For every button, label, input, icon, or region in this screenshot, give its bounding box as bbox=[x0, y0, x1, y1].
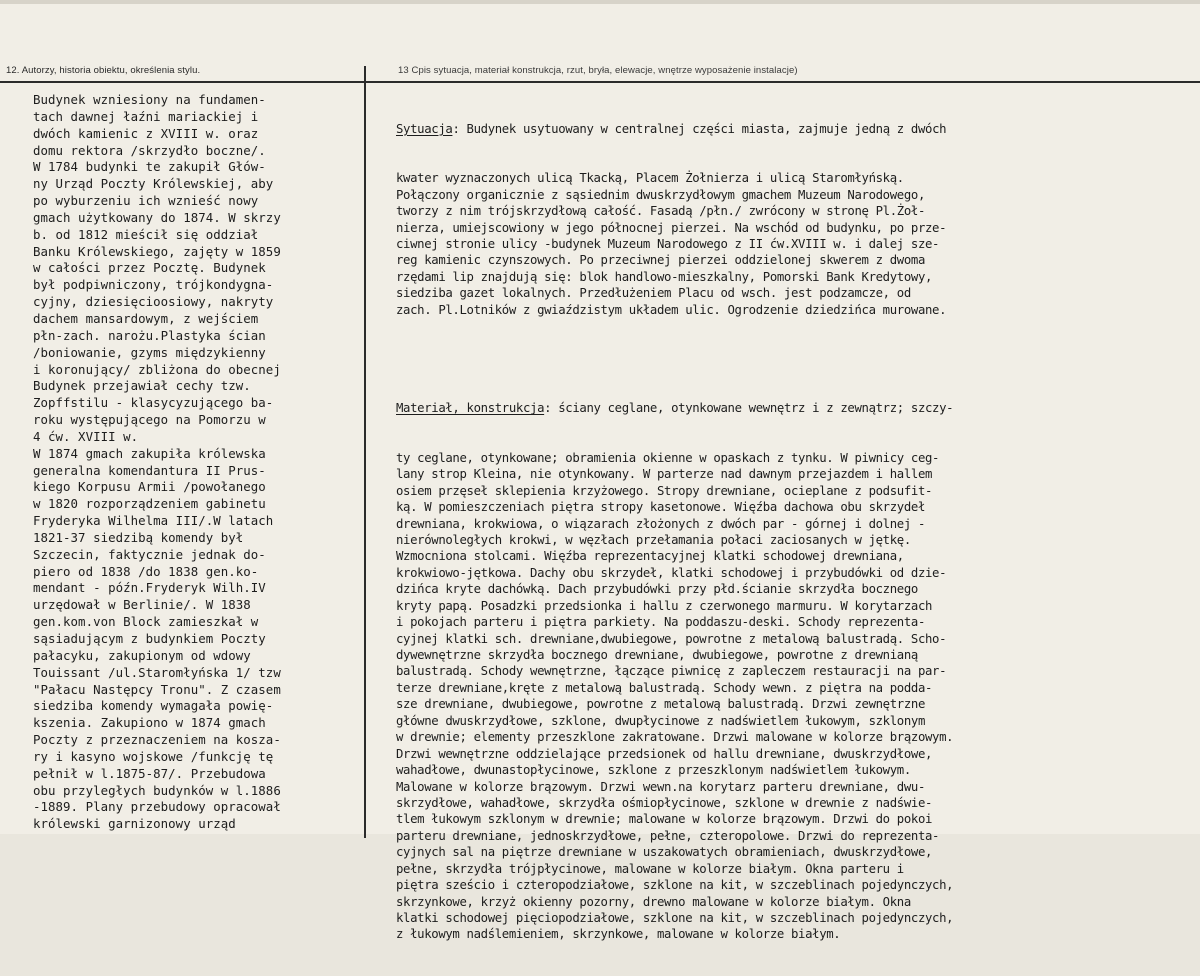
history-line: 4 ćw. XVIII w. bbox=[33, 428, 139, 444]
history-line: w całości przez Pocztę. Budynek bbox=[33, 260, 266, 276]
column-divider bbox=[364, 66, 366, 838]
history-line: obu przyległych budynków w l.1886 bbox=[33, 782, 281, 798]
history-line: Touissant /ul.Staromłyńska 1/ tzw bbox=[33, 664, 281, 680]
material-line: skrzydłowe, wahadłowe, skrzydła ośmiopłycinowe, szklone w drewnie z nadświe- bbox=[396, 795, 933, 810]
history-line: kiego Korpusu Armii /powołanego bbox=[33, 479, 266, 495]
history-line: b. od 1812 mieścił się oddział bbox=[33, 226, 259, 242]
material-line: kryty papą. Posadzki przedsionka i hallu z czerwonego marmuru. W korytarzach bbox=[396, 598, 933, 613]
material-line: skrzynkowe, krzyż okienny pozorny, drewno malowane w kolorze białym. Okna bbox=[396, 894, 911, 909]
material-line: terze drewniane,kręte z metalową balustradą. Schody wewn. z piętra na podda- bbox=[396, 680, 933, 695]
history-line: /boniowanie, gzyms międzykienny bbox=[33, 344, 266, 360]
history-line: królewski garnizonowy urząd bbox=[33, 816, 236, 832]
material-line: ty ceglane, otynkowane; obramienia okienne w opaskach z tynku. W piwnicy ceg- bbox=[396, 450, 940, 465]
history-line: pałacyku, zakupionym od wdowy bbox=[33, 647, 251, 663]
section-12-heading: 12. Autorzy, historia obiektu, określenia stylu. bbox=[6, 65, 201, 76]
material-line: w drewnie; elementy przeszklone zakratowane. Drzwi malowane w kolorze brązowym. bbox=[396, 730, 954, 745]
material-label: Materiał, konstrukcja bbox=[396, 401, 545, 416]
material-line: cyjnej klatki sch. drewniane,dwubiegowe, powrotne z metalową balustradą. Scho- bbox=[396, 631, 947, 646]
history-line: Poczty z przeznaczeniem na kosza- bbox=[33, 732, 281, 748]
material-line: cyjnych sal na piętrze drewniane w uszakowatych obramieniach, dwuskrzydłowe, bbox=[396, 845, 933, 860]
history-line: siedziba komendy wymagała powię- bbox=[33, 698, 274, 714]
material-line: Malowane w kolorze brązowym. Drzwi wewn.na korytarz parteru drewniane, dwu- bbox=[396, 779, 926, 794]
history-line: był podpiwniczony, trójkondygna- bbox=[33, 277, 274, 293]
material-line: osiem przęseł sklepienia krzyżowego. Stropy drewniane, ocieplane z podsufit- bbox=[396, 483, 933, 498]
material-line: ką. W pomieszczeniach piętra stropy kasetonowe. Więźba dachowa obu skrzydeł bbox=[396, 500, 926, 515]
material-line: z łukowym nadślemieniem, skrzynkowe, malowane w kolorze białym. bbox=[396, 927, 841, 942]
history-line: 1821-37 siedzibą komendy był bbox=[33, 529, 244, 545]
history-line: pełnił w l.1875-87/. Przebudowa bbox=[33, 765, 266, 781]
situation-first-line bbox=[396, 121, 953, 137]
situation-line: rzędami lip znajdują się: blok handlowo-mieszkalny, Pomorski Bank Kredytowy, bbox=[396, 269, 933, 284]
history-line: ny Urząd Poczty Królewskiej, aby bbox=[33, 176, 274, 192]
material-line: piętra sześcio i czteropodziałowe, szklone na kit, w szczeblinach pojedynczych, bbox=[396, 878, 954, 893]
material-line: Wzmocniona stolcami. Więźba reprezentacyjnej klatki schodowej drewniana, bbox=[396, 549, 904, 564]
situation-line: kwater wyznaczonych ulicą Tkacką, Placem Żołnierza i ulicą Staromłyńską. bbox=[396, 171, 904, 186]
history-line: urzędował w Berlinie/. W 1838 bbox=[33, 597, 251, 613]
history-line: Budynek wzniesiony na fundamen- bbox=[33, 92, 266, 107]
material-line: parteru drewniane, jednoskrzydłowe, pełne, czteropolowe. Drzwi do reprezenta- bbox=[396, 828, 940, 843]
history-line: domu rektora /skrzydło boczne/. bbox=[33, 142, 266, 158]
situation-line: : Budynek usytuowany w centralnej części miasta, zajmuje jedną z dwóch bbox=[452, 121, 947, 136]
material-line: lany strop Kleina, nie otynkowany. W parterze nad dawnym przejazdem i hallem bbox=[396, 467, 933, 482]
history-line: gen.kom.von Block zamieszkał w bbox=[33, 614, 259, 630]
paragraph-gap bbox=[396, 351, 953, 367]
history-line: cyjny, dziesięcioosiowy, nakryty bbox=[33, 294, 274, 310]
situation-line: Połączony organicznie z sąsiednim dwuskrzydłowym gmachem Muzeum Narodowego, bbox=[396, 187, 926, 202]
history-line: dwóch kamienic z XVIII w. oraz bbox=[33, 125, 259, 141]
material-line: dzińca kryte dachówką. Dach przybudówki przy płd.ścianie skrzydła bocznego bbox=[396, 582, 918, 597]
material-line: klatki schodowej pięciopodziałowe, szklone na kit, w szczeblinach pojedynczych, bbox=[396, 911, 954, 926]
material-line: wahadłowe, dwunastopłycinowe, szklone z przeszklonym nadświetlem łukowym. bbox=[396, 763, 911, 778]
history-line: sąsiadującym z budynkiem Poczty bbox=[33, 631, 266, 646]
material-line: główne dwuskrzydłowe, szklone, dwupłycinowe z nadświetlem łukowym, szklonym bbox=[396, 713, 926, 728]
history-line: ry i kasyno wojskowe /funkcję tę bbox=[33, 748, 274, 764]
history-line: Banku Królewskiego, zajęty w 1859 bbox=[33, 243, 281, 259]
history-line: w 1820 rozporządzeniem gabinetu bbox=[33, 496, 266, 512]
history-line: Szczecin, faktycznie jednak do- bbox=[33, 546, 266, 562]
material-line: : ściany ceglane, otynkowane wewnętrz i z zewnątrz; szczy- bbox=[544, 401, 954, 416]
material-first-line bbox=[396, 400, 953, 416]
situation-line: tworzy z nim trójskrzydłową całość. Fasadą /płn./ zwrócony w stronę Pl.Żoł- bbox=[396, 204, 926, 219]
history-line: Fryderyka Wilhelma III/.W latach bbox=[33, 513, 274, 529]
situation-label: Sytuacja bbox=[396, 121, 453, 136]
history-column bbox=[33, 92, 281, 833]
material-line: drewniana, krokwiowa, o wiązarach złożonych z dwóch par - górnej i dolnej - bbox=[396, 516, 926, 531]
material-line: tlem łukowym szklonym w drewnie; malowane w kolorze brązowym. Drzwi do pokoi bbox=[396, 812, 933, 827]
history-line: tach dawnej łaźni mariackiej i bbox=[33, 108, 259, 124]
history-line: generalna komendantura II Prus- bbox=[33, 462, 266, 478]
header-rule bbox=[0, 81, 1200, 83]
history-line: W 1784 budynki te zakupił Głów- bbox=[33, 159, 266, 175]
situation-line: reg kamienic czynszowych. Po przeciwnej pierzei oddzielonej skwerem z dwoma bbox=[396, 253, 926, 268]
material-line: balustradą. Schody wewnętrzne, łączące piwnicę z zapleczem restauracji na par- bbox=[396, 664, 947, 679]
material-line: Drzwi wewnętrzne oddzielające przedsionek od hallu drewniane, dwuskrzydłowe, bbox=[396, 746, 933, 761]
material-line: krokwiowo-jętkowa. Dachy obu skrzydeł, klatki schodowej i przybudówki od dzie- bbox=[396, 565, 947, 580]
history-line: W 1874 gmach zakupiła królewska bbox=[33, 445, 266, 461]
material-line: dywewnętrzne skrzydła bocznego drewniane, dwubiegowe, powrotne z drewnianą bbox=[396, 648, 918, 663]
material-line: nierównoległych krokwi, w węzłach przełamania połaci zaciosanych w jętkę. bbox=[396, 532, 911, 547]
situation-line: ciwnej stronie ulicy -budynek Muzeum Narodowego z II ćw.XVIII w. i dalej sze- bbox=[396, 237, 940, 251]
history-line: kszenia. Zakupiono w 1874 gmach bbox=[33, 715, 266, 731]
history-line: -1889. Plany przebudowy opracował bbox=[33, 799, 281, 815]
situation-line: zach. Pl.Lotników z gwiaździstym układem ulic. Ogrodzenie dziedzińca murowane. bbox=[396, 302, 947, 317]
material-line: i pokojach parteru i piętra parkiety. Na poddaszu-deski. Schody reprezenta- bbox=[396, 615, 926, 630]
history-line: gmach użytkowany do 1874. W skrzy bbox=[33, 209, 281, 225]
history-line: po wyburzeniu ich wznieść nowy bbox=[33, 193, 259, 209]
history-line: Budynek przejawiał cechy tzw. bbox=[33, 378, 251, 394]
situation-line: nierza, umiejscowiony w jego północnej pierzei. Na wschód od budynku, po prze- bbox=[396, 220, 947, 235]
history-line: mendant - późn.Fryderyk Wilh.IV bbox=[33, 580, 266, 596]
history-line: dachem mansardowym, z wejściem bbox=[33, 310, 259, 326]
history-line: Zopffstilu - klasycyzującego ba- bbox=[33, 395, 274, 411]
history-line: piero od 1838 /do 1838 gen.ko- bbox=[33, 563, 259, 579]
history-line: "Pałacu Następcy Tronu". Z czasem bbox=[33, 681, 281, 697]
material-line: pełne, skrzydła trójpłycinowe, malowane w kolorze białym. Okna parteru i bbox=[396, 861, 904, 876]
situation-line: siedziba gazet lokalnych. Przedłużeniem Placu od wsch. jest podzamcze, od bbox=[396, 286, 911, 301]
section-13-heading: 13 Cpis sytuacja, materiał konstrukcja, rzut, bryła, elewacje, wnętrze wyposażenie instalacje) bbox=[398, 65, 798, 76]
material-line: sze drewniane, dwubiegowe, powrotne z metalową balustradą. Drzwi zewnętrzne bbox=[396, 697, 926, 712]
description-column bbox=[396, 88, 953, 976]
history-line: roku występującego na Pomorzu w bbox=[33, 412, 266, 428]
history-line: i koronujący/ zbliżona do obecnej bbox=[33, 361, 281, 377]
history-line: płn-zach. narożu.Plastyka ścian bbox=[33, 327, 266, 343]
